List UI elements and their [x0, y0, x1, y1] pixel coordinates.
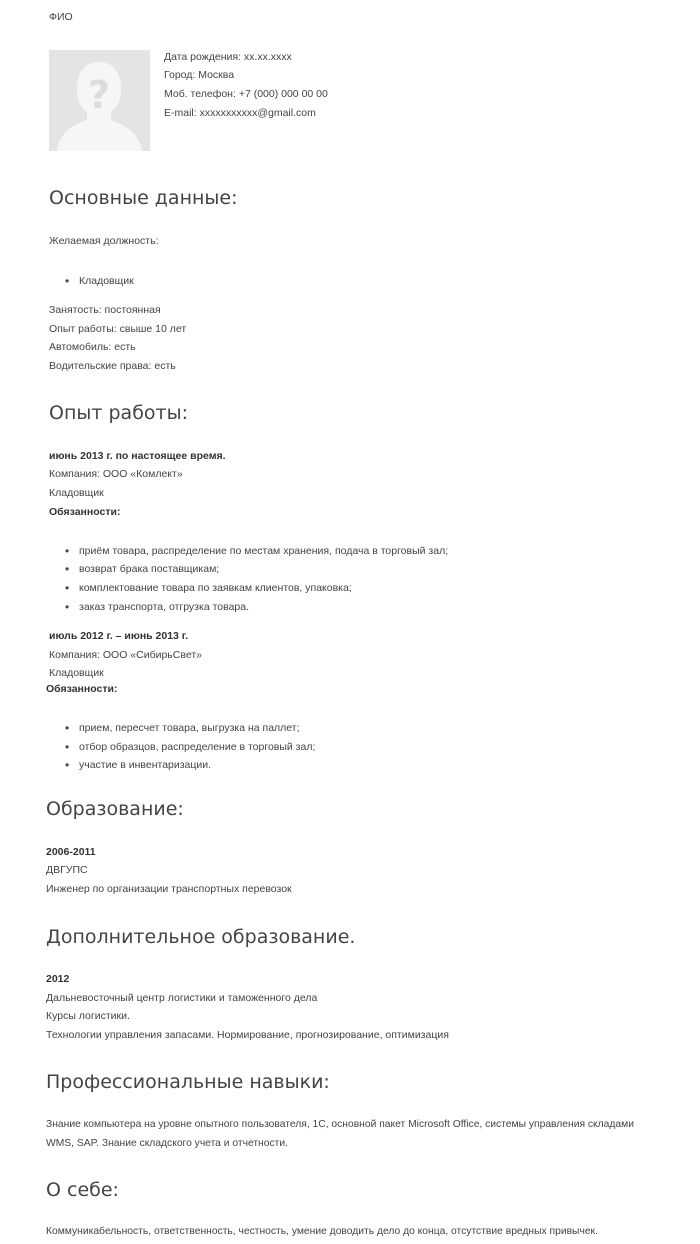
extra-education-year: 2012 [46, 973, 70, 985]
section-heading-extra-education: Дополнительное образование. [46, 926, 356, 948]
car: Автомобиль: есть [49, 341, 136, 353]
job-duty: • участие в инвентаризации. [63, 758, 211, 772]
desired-position-label: Желаемая должность: [49, 235, 159, 247]
job-duties-label: Обязанности: [46, 683, 118, 695]
job-period: июнь 2013 г. по настоящее время. [49, 450, 226, 462]
phone: Моб. телефон: +7 (000) 000 00 00 [164, 88, 328, 100]
education-years: 2006-2011 [46, 846, 96, 858]
education-specialty: Инженер по организации транспортных перевозок [46, 883, 292, 895]
desired-position-item: • Кладовщик [63, 274, 134, 288]
section-heading-basic: Основные данные: [49, 187, 238, 209]
avatar-placeholder-icon [49, 50, 150, 151]
job-duty: • прием, пересчет товара, выгрузка на паллет; [63, 721, 300, 735]
svg-text:?: ? [87, 73, 111, 117]
job-duty: • комплектование товара по заявкам клиентов, упаковка; [63, 581, 352, 595]
job-period: июль 2012 г. – июнь 2013 г. [49, 630, 189, 642]
experience: Опыт работы: свыше 10 лет [49, 323, 187, 335]
full-name: ФИО [49, 11, 73, 23]
job-duty: • отбор образцов, распределение в торговый зал; [63, 740, 315, 754]
job-title: Кладовщик [49, 487, 104, 499]
skills-text-line: Знание компьютера на уровне опытного пользователя, 1С, основной пакет Microsoft Office, системы управления складами [46, 1119, 634, 1130]
extra-education-org: Дальневосточный центр логистики и таможенного дела [46, 992, 318, 1004]
email: E-mail: xxxxxxxxxxx@gmail.com [164, 107, 316, 119]
job-duty: • заказ транспорта, отгрузка товара. [63, 600, 249, 614]
job-duty: • возврат брака поставщикам; [63, 562, 219, 576]
job-title: Кладовщик [49, 667, 104, 679]
employment: Занятость: постоянная [49, 304, 161, 316]
city: Город: Москва [164, 69, 235, 81]
extra-education-topic: Технологии управления запасами. Нормирование, прогнозирование, оптимизация [46, 1029, 449, 1041]
about-text: Коммуникабельность, ответственность, честность, умение доводить дело до конца, отсутствие вредных привычек. [46, 1226, 598, 1237]
skills-text-line: WMS, SAP. Знание складского учета и отчетности. [46, 1138, 288, 1149]
job-company: Компания: ООО «СибирьСвет» [49, 649, 202, 661]
birth-date: Дата рождения: xx.xx.xxxx [164, 51, 292, 63]
section-heading-about: О себе: [46, 1179, 119, 1201]
education-school: ДВГУПС [46, 864, 88, 876]
section-heading-education: Образование: [46, 798, 184, 820]
job-duty: • приём товара, распределение по местам хранения, подача в торговый зал; [63, 544, 448, 558]
job-duties-label: Обязанности: [49, 506, 121, 518]
job-company: Компания: ООО «Комлект» [49, 468, 183, 480]
section-heading-work: Опыт работы: [49, 402, 189, 424]
section-heading-skills: Профессиональные навыки: [46, 1071, 330, 1093]
driver-license: Водительские права: есть [49, 360, 176, 372]
extra-education-course: Курсы логистики. [46, 1010, 130, 1022]
